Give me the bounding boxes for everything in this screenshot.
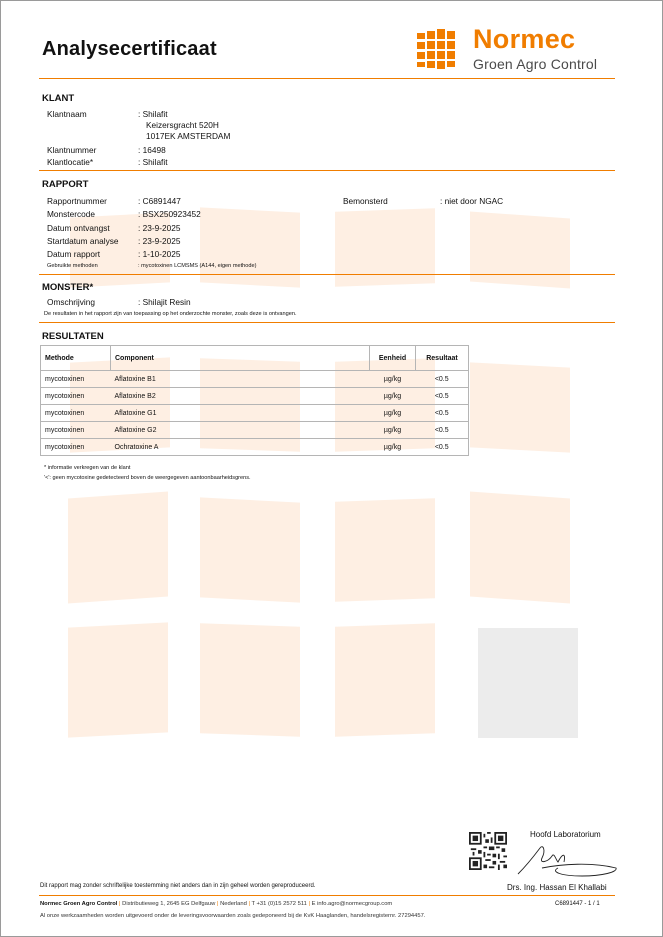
footer-company: Normec Groen Agro Control [40,901,118,907]
qr-code-icon [469,832,507,870]
cell-methode: mycotoxinen [41,439,111,456]
cell-methode: mycotoxinen [41,371,111,388]
normec-logo-icon [417,29,461,69]
datum-rapport-value: : 1-10-2025 [138,249,181,259]
reproduction-disclaimer: Dit rapport mag zonder schriftelijke toestemming niet anders dan in zijn geheel worden gereproduceerd. [40,883,316,889]
footer-email[interactable]: E info.agro@normecgroup.com [311,901,393,907]
omschrijving-label: Omschrijving [47,297,95,307]
monstercode-label: Monstercode [47,209,95,219]
cell-component: Aflatoxine B2 [111,388,370,405]
klantnummer-value: : 16498 [138,145,166,155]
table-row [41,388,469,405]
address-line-2: 1017EK AMSTERDAM [146,131,231,141]
startdatum-value: : 23-9-2025 [138,236,181,246]
col-eenheid: Eenheid [370,346,416,371]
cell-component: Aflatoxine G1 [111,405,370,422]
datum-ontvangst-value: : 23-9-2025 [138,223,181,233]
signature-title: Hoofd Laboratorium [530,830,601,839]
cell-methode: mycotoxinen [41,388,111,405]
omschrijving-value: : Shilajit Resin [138,297,191,307]
divider [39,274,615,275]
cell-component: Aflatoxine G2 [111,422,370,439]
results-table [40,345,469,456]
brand-name: Normec [473,24,576,54]
cell-eenheid: µg/kg [370,371,416,388]
brand-subtitle: Groen Agro Control [473,56,598,72]
footnote-client-info: * informatie verkregen van de klant [44,465,131,471]
cell-component: Ochratoxine A [111,439,370,456]
footer-address: Distributieweg 1, 2645 EG Delfgauw [122,901,216,907]
address-line-1: Keizersgracht 520H [146,120,219,130]
monstercode-value: : BSX250923452 [138,209,201,219]
footnote-detection-limit: '<': geen mycotoxine gedetecteerd boven de weergegeven aantoonbaarheidsgrens. [44,475,251,481]
col-resultaat: Resultaat [416,346,469,371]
rapportnummer-value: : C6891447 [138,196,181,206]
divider [39,895,615,896]
cell-methode: mycotoxinen [41,422,111,439]
divider [39,170,615,171]
divider [39,78,615,79]
section-klant-heading: KLANT [42,93,75,104]
table-row [41,439,469,456]
cell-resultaat: <0.5 [416,439,469,456]
klantnaam-value: : Shilafit [138,109,168,119]
col-component: Component [111,346,370,371]
datum-ontvangst-label: Datum ontvangst [47,223,110,233]
table-row [41,405,469,422]
monster-note: De resultaten in het rapport zijn van toepassing op het onderzochte monster, zoals deze is ontvangen. [44,311,297,317]
page-number: C6891447 - 1 / 1 [555,901,600,907]
bemonsterd-value: : niet door NGAC [440,196,504,206]
klantlocatie-value: : Shilafit [138,157,168,167]
table-header-row [41,346,469,371]
cell-eenheid: µg/kg [370,422,416,439]
klantnummer-label: Klantnummer [47,145,97,155]
footer-terms: Al onze werkzaamheden worden uitgevoerd onder de leveringsvoorwaarden zoals gedeponeerd bij de KvK Haaglanden, handelsregisternr. 27294457. [40,913,426,919]
cell-resultaat: <0.5 [416,371,469,388]
rapportnummer-label: Rapportnummer [47,196,107,206]
methoden-label: Gebruikte methoden [47,263,98,269]
section-resultaten-heading: RESULTATEN [42,331,104,342]
cell-resultaat: <0.5 [416,422,469,439]
cell-eenheid: µg/kg [370,439,416,456]
section-monster-heading: MONSTER* [42,282,94,293]
datum-rapport-label: Datum rapport [47,249,101,259]
klantnaam-label: Klantnaam [47,109,87,119]
handwritten-signature-icon [512,838,622,882]
table-row [41,422,469,439]
signatory-name: Drs. Ing. Hassan El Khallabi [507,883,607,892]
startdatum-label: Startdatum analyse [47,236,119,246]
footer-country: Nederland [220,901,247,907]
bemonsterd-label: Bemonsterd [343,196,388,206]
cell-methode: mycotoxinen [41,405,111,422]
footer-phone: T +31 (0)15 2572 511 [251,901,307,907]
cell-eenheid: µg/kg [370,388,416,405]
cell-component: Aflatoxine B1 [111,371,370,388]
divider [39,322,615,323]
klantlocatie-label: Klantlocatie* [47,157,94,167]
table-row [41,371,469,388]
section-rapport-heading: RAPPORT [42,179,89,190]
footer-contact: Normec Groen Agro Control | Distributieweg 1, 2645 EG Delfgauw | Nederland | T +31 (0)15 2572 511 | E info.agro@normecgroup.com [40,901,393,907]
cell-eenheid: µg/kg [370,405,416,422]
cell-resultaat: <0.5 [416,388,469,405]
cell-resultaat: <0.5 [416,405,469,422]
col-methode: Methode [41,346,111,371]
methoden-value: : mycotoxinen LCMSMS (A144, eigen methode) [138,263,257,269]
page-title: Analysecertificaat [42,38,217,60]
